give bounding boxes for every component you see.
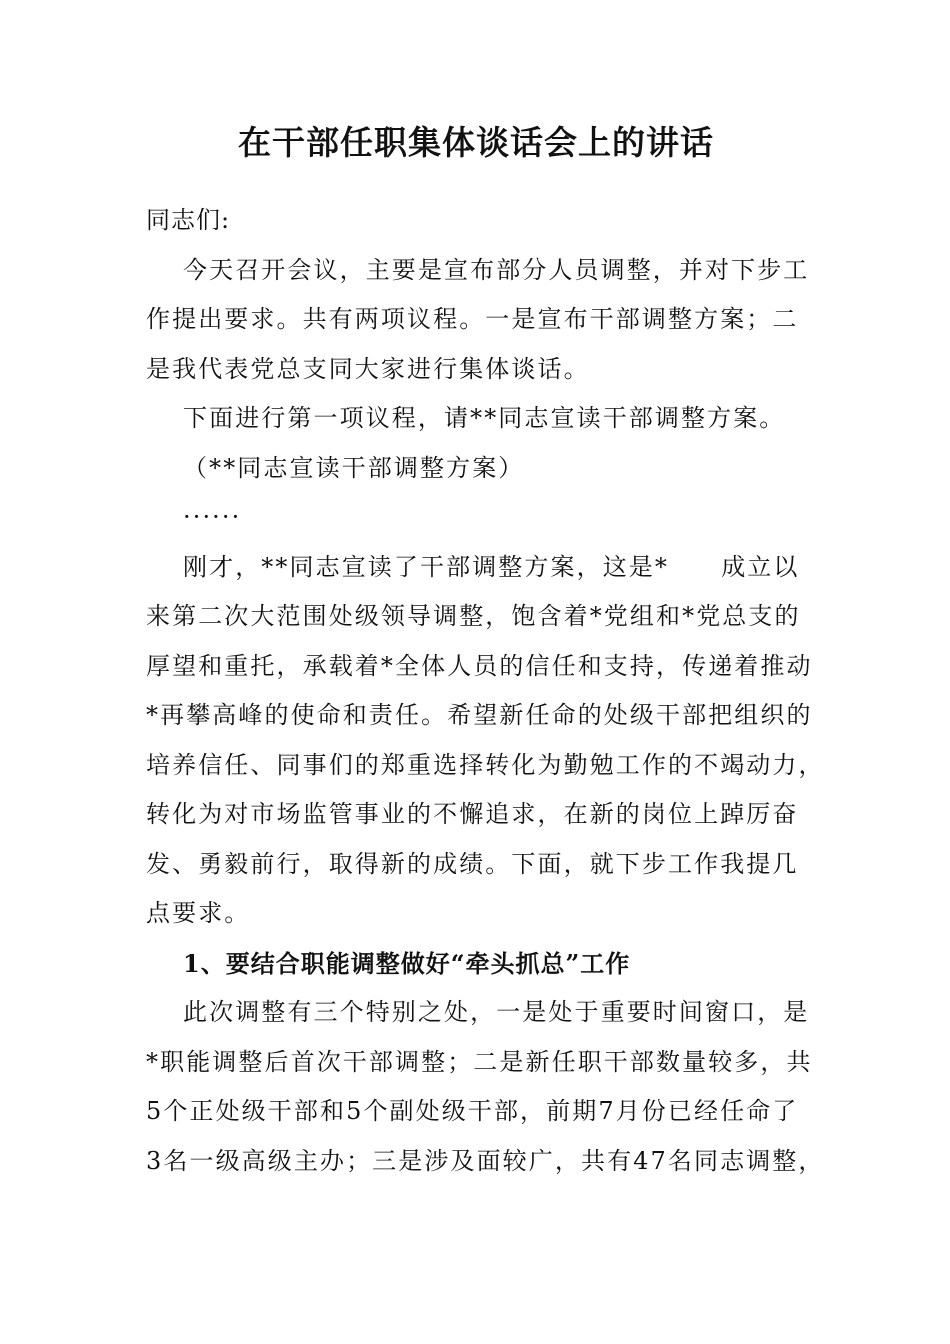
paragraph-line: *再攀高峰的使命和责任。希望新任命的处级干部把组织的 bbox=[146, 701, 813, 729]
paragraph-line: 培养信任、同事们的郑重选择转化为勤勉工作的不竭动力， bbox=[146, 750, 825, 779]
document-title: 在干部任职集体谈话会上的讲话 bbox=[238, 123, 714, 162]
paragraph-line: 转化为对市场监管事业的不懈追求，在新的岗位上踔厉奋 bbox=[146, 800, 799, 828]
paragraph-line: 5个正处级干部和5个副处级干部，前期7月份已经任命了 bbox=[146, 1097, 799, 1125]
paragraph-line: 刚才，**同志宣读了干部调整方案，这是* 成立以 bbox=[183, 552, 800, 581]
paragraph-line: 是我代表党总支同大家进行集体谈话。 bbox=[146, 354, 590, 383]
paragraph-line: （**同志宣读干部调整方案） bbox=[183, 453, 525, 482]
paragraph-line: 点要求。 bbox=[146, 899, 251, 927]
salutation: 同志们: bbox=[146, 206, 231, 234]
paragraph-line: 此次调整有三个特别之处，一是处于重要时间窗口，是 bbox=[183, 998, 810, 1026]
paragraph-line: 厚望和重托，承载着*全体人员的信任和支持，传递着推动 bbox=[146, 651, 813, 680]
document-page bbox=[146, 118, 825, 1186]
paragraph-line: 下面进行第一项议程，请**同志宣读干部调整方案。 bbox=[183, 404, 786, 432]
paragraph-line: 今天召开会议，主要是宣布部分人员调整，并对下步工 bbox=[183, 255, 810, 284]
section-heading: 1、要结合职能调整做好“牵头抓总”工作 bbox=[183, 948, 631, 978]
ellipsis-line: ······ bbox=[183, 503, 242, 531]
paragraph-line: 3名一级高级主办；三是涉及面较广，共有47名同志调整， bbox=[146, 1146, 825, 1175]
paragraph-line: 发、勇毅前行，取得新的成绩。下面，就下步工作我提几 bbox=[146, 849, 799, 878]
paragraph-line: 来第二次大范围处级领导调整，饱含着*党组和*党总支的 bbox=[146, 602, 801, 630]
paragraph-line: 作提出要求。共有两项议程。一是宣布干部调整方案；二 bbox=[146, 305, 799, 333]
paragraph-line: *职能调整后首次干部调整；二是新任职干部数量较多，共 bbox=[146, 1047, 813, 1076]
